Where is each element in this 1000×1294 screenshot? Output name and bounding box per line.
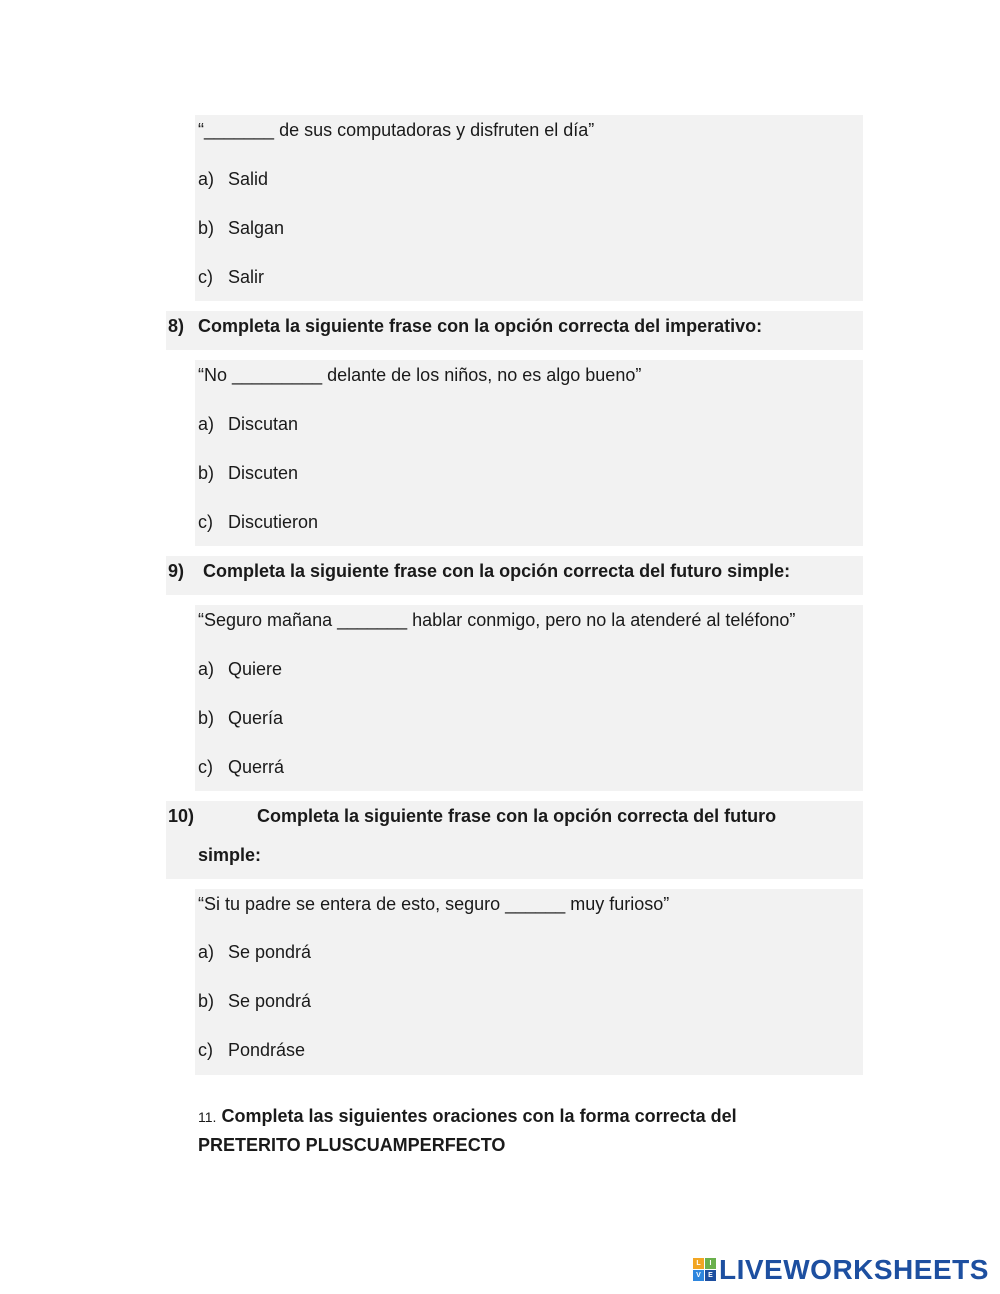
- q9-box: [195, 605, 863, 791]
- q7-box: [195, 115, 863, 301]
- logo-letter-l: L: [693, 1258, 704, 1269]
- q10-option-b[interactable]: [198, 990, 311, 1012]
- brand-name: LIVEWORKSHEETS: [719, 1254, 989, 1285]
- q10-option-c[interactable]: [198, 1039, 305, 1061]
- q11-heading: [198, 1102, 737, 1159]
- option-text: Salir: [228, 267, 265, 287]
- option-text: Salgan: [228, 218, 285, 238]
- liveworksheets-logo: [693, 1255, 989, 1285]
- option-text: Discuten: [228, 463, 299, 483]
- option-letter: b): [198, 708, 215, 728]
- option-text: Se pondrá: [228, 991, 312, 1011]
- q8-option-b[interactable]: [198, 462, 298, 484]
- option-letter: a): [198, 169, 215, 189]
- option-letter: c): [198, 267, 213, 287]
- q8-sentence: “No _________ delante de los niños, no es algo bueno”: [198, 365, 642, 385]
- option-letter: b): [198, 991, 215, 1011]
- q10-title-line2: simple:: [198, 845, 262, 865]
- q10-option-a[interactable]: [198, 941, 311, 963]
- q8-title: Completa la siguiente frase con la opción correcta del imperativo:: [198, 316, 763, 336]
- option-letter: c): [198, 1040, 213, 1060]
- option-letter: c): [198, 757, 213, 777]
- option-text: Querrá: [228, 757, 285, 777]
- q9-option-a[interactable]: [198, 658, 282, 680]
- option-text: Discutieron: [228, 512, 319, 532]
- q9-option-b[interactable]: [198, 707, 283, 729]
- q7-option-a[interactable]: [198, 168, 268, 190]
- option-letter: a): [198, 942, 215, 962]
- q11-line1: [198, 1102, 737, 1131]
- option-letter: a): [198, 659, 215, 679]
- q9-sentence: “Seguro mañana _______ hablar conmigo, pero no la atenderé al teléfono”: [198, 610, 796, 630]
- liveworksheets-icon: [693, 1258, 717, 1282]
- q7-option-c[interactable]: [198, 266, 264, 288]
- q9-number: 9): [168, 561, 185, 581]
- q7-sentence: “_______ de sus computadoras y disfruten el día”: [198, 120, 595, 140]
- option-letter: c): [198, 512, 213, 532]
- option-letter: a): [198, 414, 215, 434]
- q11-title-line2: PRETERITO PLUSCUAMPERFECTO: [198, 1135, 506, 1155]
- q10-sentence: “Si tu padre se entera de esto, seguro ______ muy furioso”: [198, 894, 670, 914]
- q9-title: Completa la siguiente frase con la opción correcta del futuro simple:: [203, 561, 791, 581]
- q10-title-line1: Completa la siguiente frase con la opción correcta del futuro: [257, 806, 777, 826]
- logo-letter-e: E: [705, 1270, 716, 1281]
- q11-title-line1: Completa las siguientes oraciones con la forma correcta del: [221, 1106, 737, 1126]
- q8-number: 8): [168, 316, 185, 336]
- option-text: Discutan: [228, 414, 299, 434]
- q7-option-b[interactable]: [198, 217, 284, 239]
- option-text: Se pondrá: [228, 942, 312, 962]
- logo-letter-v: V: [693, 1270, 704, 1281]
- option-letter: b): [198, 463, 215, 483]
- option-letter: b): [198, 218, 215, 238]
- q10-number: 10): [168, 806, 195, 826]
- option-text: Pondráse: [228, 1040, 306, 1060]
- q9-option-c[interactable]: [198, 756, 284, 778]
- option-text: Quiere: [228, 659, 283, 679]
- q8-option-a[interactable]: [198, 413, 298, 435]
- q11-number: 11.: [198, 1109, 217, 1125]
- option-text: Salid: [228, 169, 269, 189]
- option-text: Quería: [228, 708, 284, 728]
- logo-letter-i: I: [705, 1258, 716, 1269]
- q8-option-c[interactable]: [198, 511, 318, 533]
